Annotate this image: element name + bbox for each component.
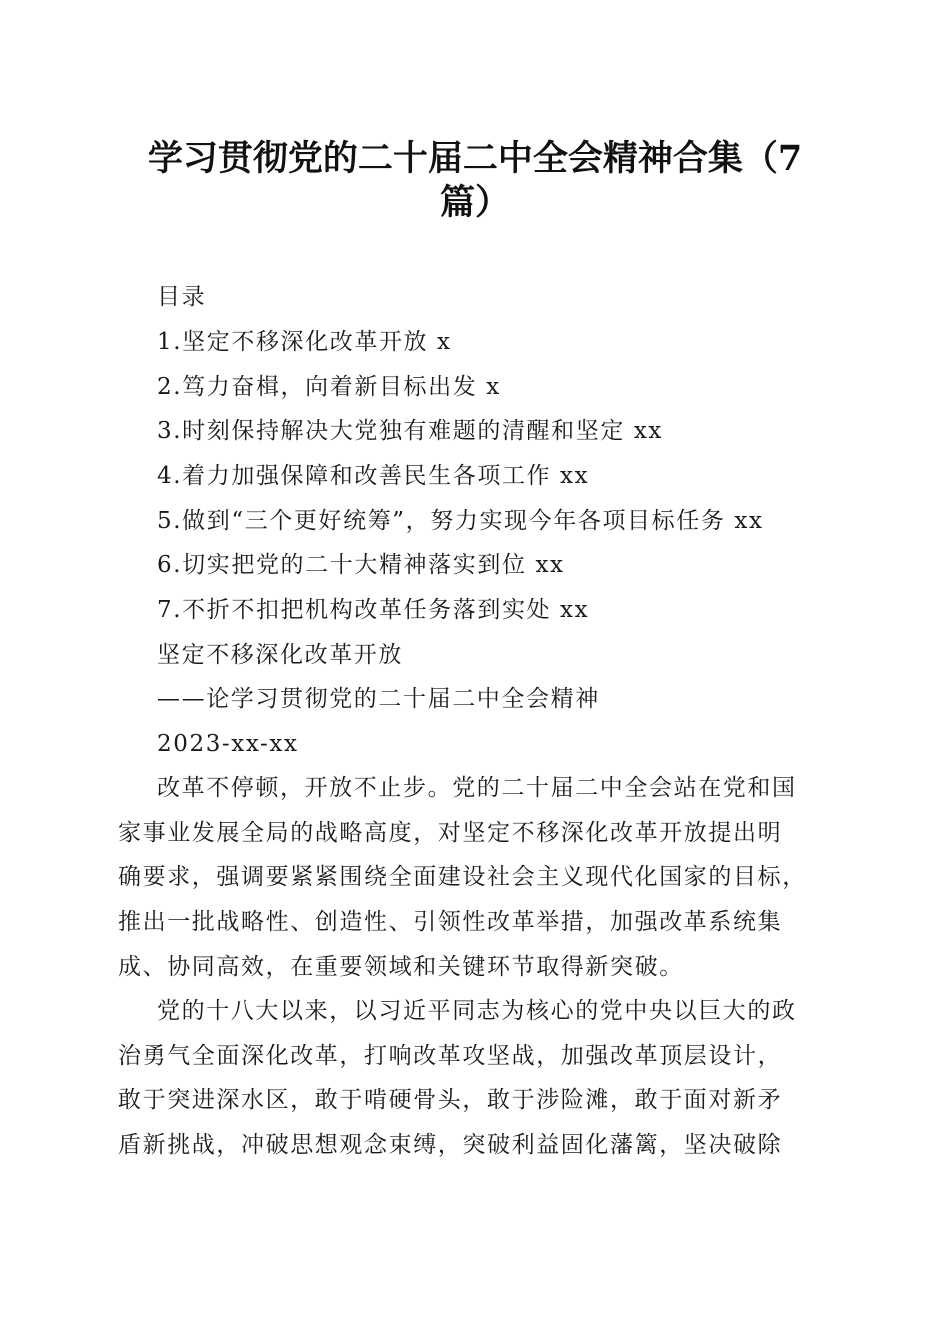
paragraph-line: 敢于突进深水区，敢于啃硬骨头，敢于涉险滩，敢于面对新矛	[118, 1087, 783, 1113]
paragraph-line: 推出一批战略性、创造性、引领性改革举措，加强改革系统集	[118, 909, 783, 935]
paragraph-line: 家事业发展全局的战略高度，对坚定不移深化改革开放提出明	[118, 820, 783, 846]
toc-heading: 目录	[157, 284, 207, 310]
toc-item: 6.切实把党的二十大精神落实到位 xx	[157, 552, 565, 578]
paragraph-line: 治勇气全面深化改革，打响改革攻坚战，加强改革顶层设计，	[118, 1043, 783, 1069]
paragraph-line: 党的十八大以来，以习近平同志为核心的党中央以巨大的政	[157, 998, 797, 1024]
paragraph-line: 改革不停顿，开放不止步。党的二十届二中全会站在党和国	[157, 775, 797, 801]
toc-item: 1.坚定不移深化改革开放 x	[157, 329, 452, 355]
toc-item: 4.着力加强保障和改善民生各项工作 xx	[157, 463, 590, 489]
article-date: 2023-xx-xx	[157, 731, 299, 757]
paragraph-line: 成、协同高效，在重要领域和关键环节取得新突破。	[118, 954, 684, 980]
paragraph-line: 盾新挑战，冲破思想观念束缚，突破利益固化藩篱，坚决破除	[118, 1132, 783, 1158]
toc-item: 3.时刻保持解决大党独有难题的清醒和坚定 xx	[157, 418, 663, 444]
document-title-line1: 学习贯彻党的二十届二中全会精神合集（7	[147, 138, 803, 179]
article-subtitle: ——论学习贯彻党的二十届二中全会精神	[157, 686, 600, 712]
toc-item: 2.笃力奋楫，向着新目标出发 x	[157, 374, 501, 400]
article-title: 坚定不移深化改革开放	[157, 642, 403, 668]
paragraph-line: 确要求，强调要紧紧围绕全面建设社会主义现代化国家的目标，	[118, 864, 807, 890]
document-title-line2: 篇）	[439, 182, 510, 223]
toc-item: 7.不折不扣把机构改革任务落到实处 xx	[157, 597, 590, 623]
toc-item: 5.做到“三个更好统筹”，努力实现今年各项目标任务 xx	[157, 508, 764, 534]
